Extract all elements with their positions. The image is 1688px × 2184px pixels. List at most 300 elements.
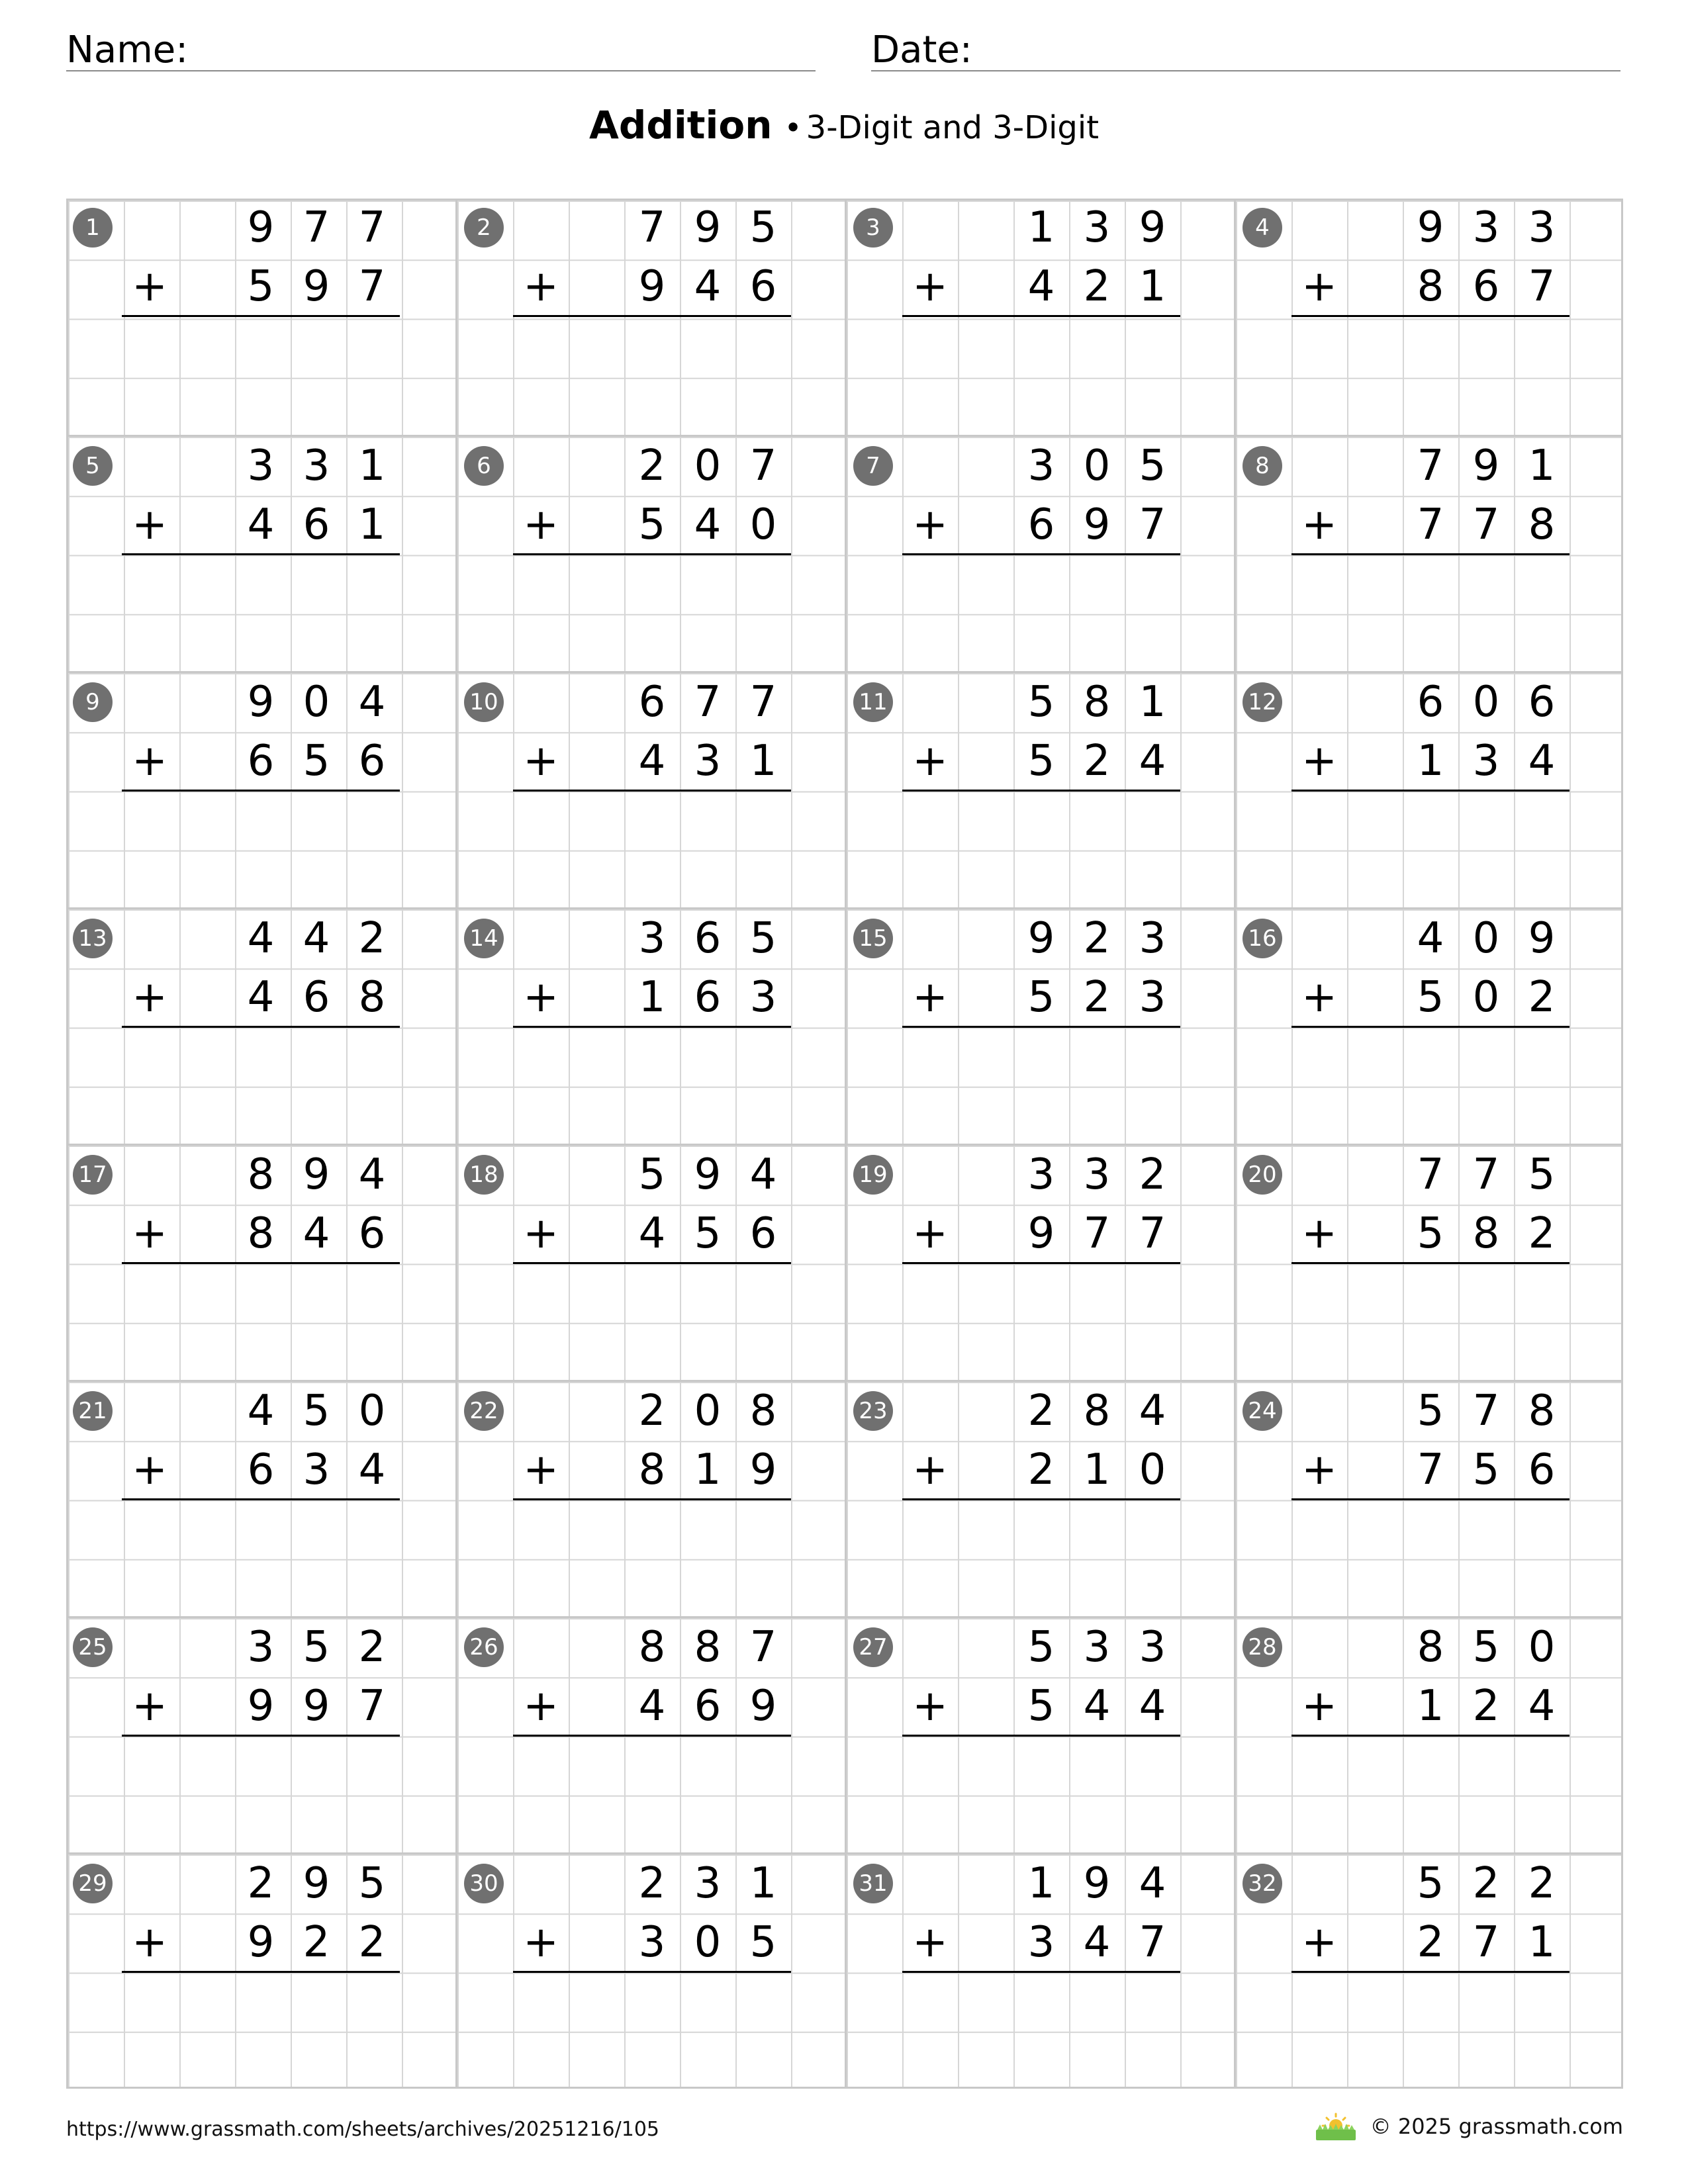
- addend-top-digit: 7: [749, 678, 777, 727]
- problem-number-badge: 21: [73, 1391, 113, 1431]
- problem-32: [1234, 1852, 1623, 2089]
- problem-number-badge: 10: [464, 682, 504, 722]
- plus-sign: +: [132, 1445, 167, 1495]
- answer-line: [122, 1735, 400, 1737]
- addend-bottom-digit: 1: [1417, 737, 1444, 786]
- addend-bottom-digit: 6: [749, 262, 777, 312]
- addend-top-digit: 5: [1139, 441, 1166, 490]
- plus-sign: +: [1301, 262, 1337, 312]
- addend-top-digit: 1: [1027, 203, 1055, 252]
- addend-bottom-digit: 7: [1139, 1209, 1166, 1259]
- addend-top-digit: 7: [303, 203, 330, 252]
- answer-line: [902, 1498, 1180, 1500]
- plus-sign: +: [1301, 1918, 1337, 1968]
- addend-top-digit: 9: [303, 1859, 330, 1908]
- plus-sign: +: [523, 737, 559, 786]
- problem-28: [1234, 1616, 1623, 1852]
- problem-number-badge: 22: [464, 1391, 504, 1431]
- problem-number-badge: 18: [464, 1155, 504, 1195]
- addend-top-digit: 8: [247, 1150, 275, 1199]
- answer-line: [513, 1026, 791, 1028]
- answer-line: [902, 1735, 1180, 1737]
- addend-top-digit: 7: [638, 203, 666, 252]
- addend-bottom-digit: 7: [358, 1682, 386, 1731]
- addend-top-digit: 8: [1083, 678, 1111, 727]
- addend-top-digit: 3: [1139, 914, 1166, 963]
- footer-url: https://www.grassmath.com/sheets/archives/20251216/105: [66, 2118, 660, 2141]
- addend-top-digit: 5: [1027, 1623, 1055, 1672]
- addend-bottom-digit: 3: [1027, 1918, 1055, 1968]
- addend-bottom-digit: 9: [1083, 500, 1111, 550]
- addend-bottom-digit: 7: [1083, 1209, 1111, 1259]
- addend-top-digit: 6: [638, 678, 666, 727]
- addend-bottom-digit: 4: [1528, 737, 1556, 786]
- plus-sign: +: [132, 1209, 167, 1259]
- problem-22: [455, 1380, 845, 1616]
- addend-top-digit: 7: [749, 1623, 777, 1672]
- addend-bottom-digit: 8: [247, 1209, 275, 1259]
- addend-top-digit: 2: [1139, 1150, 1166, 1199]
- addend-bottom-digit: 6: [247, 737, 275, 786]
- date-label: Date:: [871, 28, 972, 71]
- addend-bottom-digit: 9: [303, 262, 330, 312]
- addend-bottom-digit: 2: [1083, 737, 1111, 786]
- addend-top-digit: 3: [694, 1859, 722, 1908]
- problem-number-badge: 11: [853, 682, 893, 722]
- addend-top-digit: 0: [303, 678, 330, 727]
- addend-bottom-digit: 4: [638, 737, 666, 786]
- plus-sign: +: [132, 737, 167, 786]
- addend-bottom-digit: 9: [247, 1682, 275, 1731]
- addend-top-digit: 4: [1417, 914, 1444, 963]
- addend-bottom-digit: 0: [694, 1918, 722, 1968]
- problem-number-badge: 26: [464, 1627, 504, 1667]
- problem-number-badge: 14: [464, 919, 504, 958]
- addend-bottom-digit: 8: [638, 1445, 666, 1495]
- addend-top-digit: 1: [358, 441, 386, 490]
- problem-29: [66, 1852, 455, 2089]
- problem-number-badge: 31: [853, 1864, 893, 1903]
- addend-top-digit: 7: [749, 441, 777, 490]
- problem-16: [1234, 907, 1623, 1144]
- answer-line: [902, 1971, 1180, 1973]
- problem-grid: [66, 199, 1623, 2089]
- plus-sign: +: [1301, 1445, 1337, 1495]
- addend-bottom-digit: 5: [1027, 973, 1055, 1023]
- addend-top-digit: 4: [1139, 1387, 1166, 1435]
- addend-bottom-digit: 2: [1083, 262, 1111, 312]
- problem-18: [455, 1144, 845, 1380]
- answer-line: [122, 315, 400, 317]
- problem-number-badge: 28: [1243, 1627, 1282, 1667]
- addend-top-digit: 3: [1027, 441, 1055, 490]
- addend-bottom-digit: 6: [303, 973, 330, 1023]
- problem-number-badge: 24: [1243, 1391, 1282, 1431]
- problem-21: [66, 1380, 455, 1616]
- addend-top-digit: 9: [1083, 1859, 1111, 1908]
- addend-top-digit: 3: [1528, 203, 1556, 252]
- addend-bottom-digit: 4: [638, 1682, 666, 1731]
- addend-bottom-digit: 3: [1139, 973, 1166, 1023]
- plus-sign: +: [1301, 973, 1337, 1023]
- footer-copyright: © 2025 grassmath.com: [1370, 2114, 1623, 2139]
- addend-bottom-digit: 5: [1417, 1209, 1444, 1259]
- addend-bottom-digit: 6: [247, 1445, 275, 1495]
- addend-bottom-digit: 4: [247, 500, 275, 550]
- problem-9: [66, 671, 455, 907]
- addend-bottom-digit: 5: [1417, 973, 1444, 1023]
- addend-top-digit: 6: [1528, 678, 1556, 727]
- addend-top-digit: 9: [247, 203, 275, 252]
- footer-branding: [1315, 2110, 1623, 2143]
- addend-bottom-digit: 2: [1417, 1918, 1444, 1968]
- addend-bottom-digit: 2: [1083, 973, 1111, 1023]
- plus-sign: +: [132, 262, 167, 312]
- addend-bottom-digit: 2: [1027, 1445, 1055, 1495]
- addend-top-digit: 4: [1139, 1859, 1166, 1908]
- answer-line: [902, 1026, 1180, 1028]
- addend-top-digit: 4: [247, 914, 275, 963]
- addend-top-digit: 5: [749, 914, 777, 963]
- addend-top-digit: 3: [247, 441, 275, 490]
- addend-bottom-digit: 3: [749, 973, 777, 1023]
- problem-24: [1234, 1380, 1623, 1616]
- problem-number-badge: 4: [1243, 208, 1282, 248]
- answer-line: [513, 553, 791, 555]
- addend-top-digit: 3: [1472, 203, 1500, 252]
- addend-bottom-digit: 6: [303, 500, 330, 550]
- plus-sign: +: [523, 262, 559, 312]
- plus-sign: +: [132, 1918, 167, 1968]
- addend-top-digit: 3: [1139, 1623, 1166, 1672]
- problem-14: [455, 907, 845, 1144]
- problem-25: [66, 1616, 455, 1852]
- problem-17: [66, 1144, 455, 1380]
- answer-line: [122, 1262, 400, 1264]
- problem-number-badge: 1: [73, 208, 113, 248]
- addend-bottom-digit: 9: [1027, 1209, 1055, 1259]
- problem-number-badge: 5: [73, 446, 113, 486]
- answer-line: [513, 1971, 791, 1973]
- addend-top-digit: 7: [1472, 1150, 1500, 1199]
- addend-bottom-digit: 1: [1139, 262, 1166, 312]
- addend-bottom-digit: 8: [1472, 1209, 1500, 1259]
- addend-bottom-digit: 6: [1528, 1445, 1556, 1495]
- addend-bottom-digit: 5: [638, 500, 666, 550]
- problem-15: [845, 907, 1234, 1144]
- answer-line: [1291, 315, 1570, 317]
- addend-bottom-digit: 2: [1528, 973, 1556, 1023]
- plus-sign: +: [1301, 1209, 1337, 1259]
- answer-line: [1291, 1971, 1570, 1973]
- addend-bottom-digit: 4: [694, 262, 722, 312]
- addend-bottom-digit: 4: [1528, 1682, 1556, 1731]
- date-field[interactable]: [871, 24, 1620, 71]
- addend-bottom-digit: 1: [358, 500, 386, 550]
- title-separator: •: [784, 110, 802, 146]
- addend-top-digit: 9: [1139, 203, 1166, 252]
- addend-top-digit: 3: [638, 914, 666, 963]
- problem-26: [455, 1616, 845, 1852]
- problem-number-badge: 17: [73, 1155, 113, 1195]
- grass-sun-logo-icon: [1315, 2111, 1357, 2142]
- addend-bottom-digit: 2: [1528, 1209, 1556, 1259]
- addend-bottom-digit: 8: [358, 973, 386, 1023]
- addend-top-digit: 5: [638, 1150, 666, 1199]
- addend-top-digit: 2: [1083, 914, 1111, 963]
- addend-bottom-digit: 3: [638, 1918, 666, 1968]
- addend-top-digit: 3: [1083, 1623, 1111, 1672]
- answer-line: [513, 1498, 791, 1500]
- addend-top-digit: 2: [638, 1859, 666, 1908]
- addend-top-digit: 1: [1139, 678, 1166, 727]
- addend-bottom-digit: 1: [638, 973, 666, 1023]
- problem-number-badge: 25: [73, 1627, 113, 1667]
- addend-top-digit: 0: [694, 441, 722, 490]
- problem-number-badge: 8: [1243, 446, 1282, 486]
- answer-line: [513, 1735, 791, 1737]
- problem-number-badge: 6: [464, 446, 504, 486]
- answer-line: [1291, 1498, 1570, 1500]
- addend-top-digit: 7: [1417, 441, 1444, 490]
- plus-sign: +: [1301, 500, 1337, 550]
- problem-23: [845, 1380, 1234, 1616]
- addend-top-digit: 4: [358, 1150, 386, 1199]
- addend-top-digit: 9: [694, 203, 722, 252]
- addend-top-digit: 0: [1472, 678, 1500, 727]
- addend-top-digit: 9: [303, 1150, 330, 1199]
- answer-line: [122, 553, 400, 555]
- addend-top-digit: 5: [1027, 678, 1055, 727]
- answer-line: [1291, 553, 1570, 555]
- addend-top-digit: 4: [247, 1387, 275, 1435]
- problem-30: [455, 1852, 845, 2089]
- problem-7: [845, 435, 1234, 671]
- problem-10: [455, 671, 845, 907]
- plus-sign: +: [912, 1682, 948, 1731]
- addend-top-digit: 7: [358, 203, 386, 252]
- problem-number-badge: 7: [853, 446, 893, 486]
- problem-12: [1234, 671, 1623, 907]
- addend-top-digit: 9: [1027, 914, 1055, 963]
- name-field[interactable]: [66, 24, 816, 71]
- answer-line: [122, 1026, 400, 1028]
- problem-number-badge: 2: [464, 208, 504, 248]
- addend-bottom-digit: 7: [1528, 262, 1556, 312]
- worksheet-title: [0, 103, 1688, 148]
- problem-31: [845, 1852, 1234, 2089]
- problem-1: [66, 199, 455, 435]
- addend-top-digit: 3: [247, 1623, 275, 1672]
- problem-number-badge: 15: [853, 919, 893, 958]
- problem-number-badge: 30: [464, 1864, 504, 1903]
- addend-top-digit: 5: [1417, 1859, 1444, 1908]
- answer-line: [1291, 1262, 1570, 1264]
- plus-sign: +: [523, 973, 559, 1023]
- addend-bottom-digit: 4: [1027, 262, 1055, 312]
- addend-bottom-digit: 5: [303, 737, 330, 786]
- addend-top-digit: 9: [694, 1150, 722, 1199]
- addend-bottom-digit: 0: [749, 500, 777, 550]
- problem-6: [455, 435, 845, 671]
- addend-top-digit: 5: [303, 1387, 330, 1435]
- plus-sign: +: [1301, 737, 1337, 786]
- addend-bottom-digit: 7: [358, 262, 386, 312]
- plus-sign: +: [912, 973, 948, 1023]
- name-label: Name:: [66, 28, 189, 71]
- addend-top-digit: 0: [1083, 441, 1111, 490]
- addend-bottom-digit: 4: [638, 1209, 666, 1259]
- problem-number-badge: 29: [73, 1864, 113, 1903]
- addend-top-digit: 2: [638, 1387, 666, 1435]
- addend-bottom-digit: 5: [1027, 1682, 1055, 1731]
- addend-top-digit: 5: [1528, 1150, 1556, 1199]
- addend-bottom-digit: 9: [749, 1682, 777, 1731]
- addend-bottom-digit: 6: [358, 1209, 386, 1259]
- addend-bottom-digit: 4: [247, 973, 275, 1023]
- addend-top-digit: 2: [358, 914, 386, 963]
- addend-top-digit: 0: [358, 1387, 386, 1435]
- addend-top-digit: 6: [694, 914, 722, 963]
- addend-top-digit: 0: [694, 1387, 722, 1435]
- addend-bottom-digit: 1: [1417, 1682, 1444, 1731]
- addend-bottom-digit: 5: [694, 1209, 722, 1259]
- title-subtitle: 3-Digit and 3-Digit: [806, 109, 1100, 146]
- addend-top-digit: 3: [1083, 1150, 1111, 1199]
- plus-sign: +: [912, 500, 948, 550]
- addend-top-digit: 0: [1528, 1623, 1556, 1672]
- addend-top-digit: 6: [1417, 678, 1444, 727]
- answer-line: [513, 315, 791, 317]
- answer-line: [902, 1262, 1180, 1264]
- answer-line: [513, 790, 791, 792]
- plus-sign: +: [523, 1209, 559, 1259]
- addend-top-digit: 2: [638, 441, 666, 490]
- addend-bottom-digit: 1: [1083, 1445, 1111, 1495]
- plus-sign: +: [912, 262, 948, 312]
- problem-20: [1234, 1144, 1623, 1380]
- plus-sign: +: [523, 1682, 559, 1731]
- problem-5: [66, 435, 455, 671]
- addend-bottom-digit: 3: [1472, 737, 1500, 786]
- addend-bottom-digit: 4: [1139, 1682, 1166, 1731]
- addend-top-digit: 9: [1417, 203, 1444, 252]
- addend-bottom-digit: 6: [1472, 262, 1500, 312]
- addend-bottom-digit: 7: [1139, 1918, 1166, 1968]
- answer-line: [1291, 1026, 1570, 1028]
- plus-sign: +: [523, 500, 559, 550]
- addend-bottom-digit: 4: [1083, 1918, 1111, 1968]
- addend-bottom-digit: 1: [694, 1445, 722, 1495]
- addend-bottom-digit: 6: [1027, 500, 1055, 550]
- title-main: Addition: [588, 103, 773, 148]
- problem-2: [455, 199, 845, 435]
- addend-top-digit: 1: [749, 1859, 777, 1908]
- addend-bottom-digit: 8: [1417, 262, 1444, 312]
- addend-top-digit: 4: [358, 678, 386, 727]
- addend-top-digit: 3: [1027, 1150, 1055, 1199]
- problem-number-badge: 13: [73, 919, 113, 958]
- addend-bottom-digit: 6: [694, 973, 722, 1023]
- plus-sign: +: [132, 1682, 167, 1731]
- problem-number-badge: 16: [1243, 919, 1282, 958]
- addend-bottom-digit: 7: [1472, 500, 1500, 550]
- addend-bottom-digit: 9: [749, 1445, 777, 1495]
- addend-top-digit: 9: [247, 678, 275, 727]
- addend-top-digit: 8: [749, 1387, 777, 1435]
- addend-bottom-digit: 3: [303, 1445, 330, 1495]
- addend-bottom-digit: 7: [1472, 1918, 1500, 1968]
- addend-bottom-digit: 1: [749, 737, 777, 786]
- plus-sign: +: [912, 737, 948, 786]
- addend-bottom-digit: 6: [694, 1682, 722, 1731]
- addend-bottom-digit: 2: [358, 1918, 386, 1968]
- addend-top-digit: 5: [358, 1859, 386, 1908]
- answer-line: [122, 790, 400, 792]
- addend-bottom-digit: 5: [749, 1918, 777, 1968]
- addend-top-digit: 0: [1472, 914, 1500, 963]
- problem-13: [66, 907, 455, 1144]
- plus-sign: +: [132, 500, 167, 550]
- problem-number-badge: 27: [853, 1627, 893, 1667]
- addend-top-digit: 8: [638, 1623, 666, 1672]
- problem-number-badge: 20: [1243, 1155, 1282, 1195]
- addend-bottom-digit: 8: [1528, 500, 1556, 550]
- addend-top-digit: 5: [1472, 1623, 1500, 1672]
- addend-top-digit: 8: [1528, 1387, 1556, 1435]
- addend-top-digit: 4: [749, 1150, 777, 1199]
- addend-bottom-digit: 6: [749, 1209, 777, 1259]
- plus-sign: +: [912, 1209, 948, 1259]
- addend-top-digit: 2: [1027, 1387, 1055, 1435]
- addend-top-digit: 3: [303, 441, 330, 490]
- addend-bottom-digit: 7: [1417, 1445, 1444, 1495]
- answer-line: [513, 1262, 791, 1264]
- problem-number-badge: 19: [853, 1155, 893, 1195]
- addend-top-digit: 4: [303, 914, 330, 963]
- addend-bottom-digit: 6: [358, 737, 386, 786]
- addend-top-digit: 1: [1027, 1859, 1055, 1908]
- answer-line: [1291, 1735, 1570, 1737]
- answer-line: [902, 553, 1180, 555]
- addend-bottom-digit: 1: [1528, 1918, 1556, 1968]
- addend-top-digit: 7: [1417, 1150, 1444, 1199]
- addend-top-digit: 9: [1472, 441, 1500, 490]
- answer-line: [902, 790, 1180, 792]
- answer-line: [122, 1971, 400, 1973]
- problem-19: [845, 1144, 1234, 1380]
- addend-bottom-digit: 4: [1083, 1682, 1111, 1731]
- addend-top-digit: 7: [694, 678, 722, 727]
- plus-sign: +: [912, 1918, 948, 1968]
- problem-11: [845, 671, 1234, 907]
- problem-4: [1234, 199, 1623, 435]
- addend-bottom-digit: 4: [694, 500, 722, 550]
- addend-bottom-digit: 9: [638, 262, 666, 312]
- addend-bottom-digit: 4: [1139, 737, 1166, 786]
- addend-top-digit: 2: [247, 1859, 275, 1908]
- addend-bottom-digit: 9: [247, 1918, 275, 1968]
- addend-top-digit: 8: [694, 1623, 722, 1672]
- addend-bottom-digit: 5: [1472, 1445, 1500, 1495]
- answer-line: [902, 315, 1180, 317]
- addend-bottom-digit: 2: [1472, 1682, 1500, 1731]
- addend-top-digit: 5: [749, 203, 777, 252]
- addend-top-digit: 9: [1528, 914, 1556, 963]
- addend-top-digit: 1: [1528, 441, 1556, 490]
- addend-bottom-digit: 4: [358, 1445, 386, 1495]
- problem-number-badge: 12: [1243, 682, 1282, 722]
